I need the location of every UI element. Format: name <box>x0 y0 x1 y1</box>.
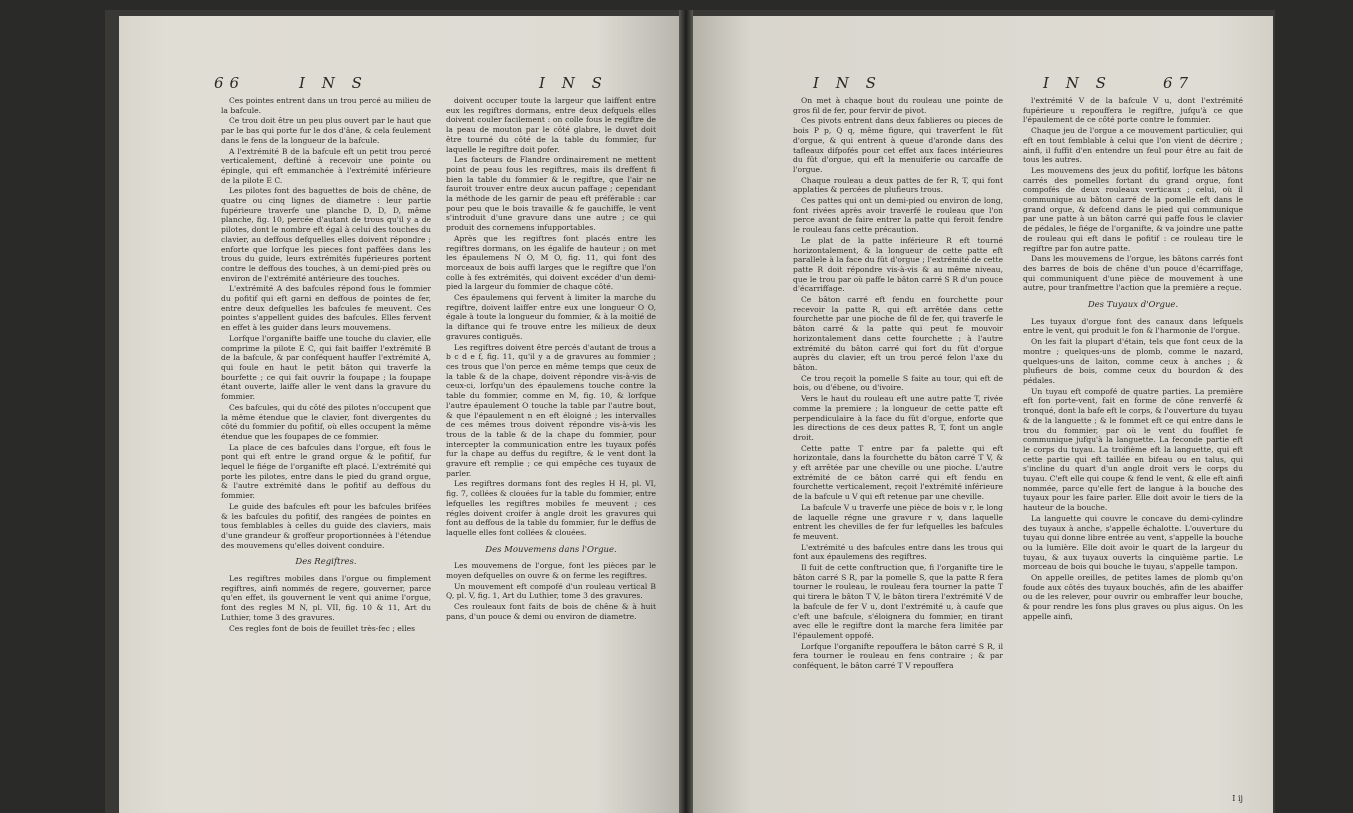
left-running-head: I N S <box>299 74 368 92</box>
paragraph: Ces pointes entrent dans un trou percé au milieu de la bafcule. <box>221 96 431 115</box>
paragraph: Chaque rouleau a deux pattes de fer R, T, qui font applaties & percées de plufieurs trous. <box>793 175 1003 195</box>
signature-mark: I ij <box>1232 794 1243 803</box>
paragraph: La languette qui couvre le concave du demi-cylindre des tuyaux à anche, s'appelle échalotte. L'ouverture du tuyau qui donne libre entrée au vent, s'appelle la bouche ou la lumière. Elle doit avoir le quart de la largeur du tuyau, & aux tuyaux ouverts la cinquième partie. Le morceau de bois qui bouche le tuyau, s'appelle tampon. <box>1023 513 1243 572</box>
section-heading-registres: Des Regiftres. <box>295 557 357 568</box>
paragraph: Un tuyau eft compofé de quatre parties. La première eft fon porte-vent, fait en forme de cône renverfé & tronqué, dont la bafe eft le corps, & l'ouverture du tuyau & de la languette ; & le fommet eft ce qui entre dans le trou du fommier, par où le vent du foufflet fe communique jufqu'à la languette. La feconde partie eft le corps du tuyau. La troifième eft la languette, qui eft cette partie qui eft taillée en bifeau ou en talus, qui s'incline du quart d'un angle droit vers le corps du tuyau. C'eft elle qui coupe & fend le vent, & elle eft ainfi nommée, parce qu'elle fert de langue à la bouche des tuyaux pour les faire parler. Elle doit avoir le tiers de la hauteur de la bouche. <box>1023 386 1243 513</box>
paragraph: Ces épaulemens qui fervent à limiter la marche du regiftre, doivent laiffer entre eux une longueur O O, égale à toute la longueur du fommier, & à la moitié de la diftance qui fe trouve entre les milieux de deux gravures contiguës. <box>446 293 656 341</box>
paragraph: Ces pivots entrent dans deux fablieres ou pieces de bois P p, Q q, même figure, qui traverfent le fût d'orgue, & qui entrent à queue d'aronde dans des tafleaux difpofés pour cet effet aux faces intérieures du fût d'orgue, qui eft la menuiferie ou carcaffe de l'orgue. <box>793 116 1003 174</box>
right-running-head: I N S <box>813 74 882 92</box>
paragraph: Les regiftres doivent être percés d'autant de trous a b c d e f, fig. 11, qu'il y a de gravures au fommier ; ces trous que l'on perce en même temps que ceux de la table & de la chape, doivent répondre vis-à-vis de ceux-ci, lorfqu'un des épaulemens touche contre la table du fommier, comme en M, fig. 10, & lorfque l'autre épaulement O touche la table par l'autre bout, & que l'épaulement n en eft éloigné ; les intervalles de ces mêmes trous doivent répondre vis-à-vis les trous de la table & de la chape du fommier, pour intercepter la communication entre les tuyaux pofés fur la chape au deffus du regiftre, & le vent dont la gravure eft remplie ; ce qui empêche ces tuyaux de parler. <box>446 342 656 478</box>
open-book <box>105 10 1275 813</box>
paragraph: Le guide des bafcules eft pour les bafcules brifées & les bafcules du pofitif, des rangées de pointes en tous femblables à celles du guide des claviers, mais d'une grandeur & groffeur proportionnées à l'étendue des mouvemens qu'elles doivent conduire. <box>221 501 431 550</box>
paragraph: Les facteurs de Flandre ordinairement ne mettent point de peau fous les regiftres, mais ils dreffent fi bien la table du fommier & le regiftre, que l'air ne fauroit trouver entre deux aucun paffage ; cependant la méthode de les garnir de peau eft préférable : car pour peu que le bois travaille & fe gauchiffe, le vent s'introduit d'une gravure dans une autre ; ce qui produit des cornemens infupportables. <box>446 155 656 233</box>
paragraph: Ces pattes qui ont un demi-pied ou environ de long, font rivées après avoir traverfé le rouleau que l'on perce avant de faire entrer la patte qui feroit fendre le rouleau fans cette précaution. <box>793 196 1003 235</box>
paragraph: Un mouvement eft compofé d'un rouleau vertical B Q, pl. V, fig. 1, Art du Luthier, tome 3 des gravures. <box>446 581 656 601</box>
paragraph: L'extrémité u des bafcules entre dans les trous qui font aux épaulemens des regiftres. <box>793 542 1003 562</box>
paragraph: Il fuit de cette conftruction que, fi l'organifte tire le bâton carré S R, par la pomelle S, que la patte R fera tourner le rouleau, le rouleau fera tourner la patte T qui tirera le bâton T V, le bâton tirera l'extrémité V de la bafcule de fer V u, dont l'extrémité u, à caufe que c'eft une bafcule, s'éloignera du fommier, en tirant avec elle le regiftre dont la marche fera limitée par l'épaulement oppofé. <box>793 563 1003 640</box>
paragraph: On les fait la plupart d'étain, tels que font ceux de la montre ; quelques-uns de plomb, comme le nazard, quelques-uns de laiton, comme ceux à anches ; & plufieurs de bois, comme ceux du bourdon & des pédales. <box>1023 337 1243 385</box>
right-column-1 <box>793 96 1003 672</box>
paragraph: Après que les regiftres font placés entre les regiftres dormans, on les égalife de hauteur ; on met les épaulemens N O, M O, fig. 11, qui font des morceaux de bois auffi larges que le regiftre que l'on colle à fes extrémités, qui doivent excéder d'un demi-pied la largeur du fommier de chaque côté. <box>446 233 656 292</box>
left-column-1-after <box>221 574 431 633</box>
right-running-head-2: I N S <box>1043 74 1112 92</box>
paragraph: Ces rouleaux font faits de bois de chêne & à huit pans, d'un pouce & demi ou environ de diametre. <box>446 602 656 621</box>
paragraph: Dans les mouvemens de l'orgue, les bâtons carrés font des barres de bois de chêne d'un pouce d'écarriffage, qui communiquent d'une pièce de mouvement à une autre, pour tranfmettre l'action que la première a reçue. <box>1023 254 1243 293</box>
paragraph: A l'extrémité B de la bafcule eft un petit trou percé verticalement, deftiné à recevoir une pointe ou épingle, qui eft emmanchée à l'extrémité inférieure de la pilote E C. <box>221 146 431 185</box>
paragraph: Les regiftres dormans font des regles H H, pl. VI, fig. 7, collées & clouées fur la table du fommier, entre lefquelles les regiftres mobiles fe meuvent ; ces régles doivent croifer à angle droit les gravures qui font au deffous de la table du fommier, fur le deffus de laquelle elles font collées & clouées. <box>446 479 656 537</box>
left-page <box>119 16 679 813</box>
left-column-1 <box>221 96 431 634</box>
paragraph: L'extrémité A des bafcules répond fous le fommier du pofitif qui eft garni en deffous de pointes de fer, entre deux defquelles les bafcules fe meuvent. Ces pointes s'appellent guides des bafcules. Elles fervent en effet à les guider dans leurs mouvemens. <box>221 284 431 333</box>
left-page-number: 66 <box>214 74 246 92</box>
paragraph: Les mouvemens des jeux du pofitif, lorfque les bâtons carrés des pomelles fortant du grand orgue, font compofés de deux rouleaux verticaux ; celui, où il communique au bâton carré de la pomelle eft dans le grand orgue, & defcend dans le pied qui communique par une patte à un bâton carré qui paffe fous le clavier de pédales, le fiége de l'organifte, & va joindre une patte de rouleau qui eft dans le pofitif : ce rouleau tire le regiftre par fon autre patte. <box>1023 165 1243 253</box>
right-column-2-paragraphs <box>1023 96 1243 293</box>
left-column-1-paragraphs <box>221 96 431 550</box>
paragraph: Les pilotes font des baguettes de bois de chêne, de quatre ou cinq lignes de diametre : leur partie fupérieure traverfe une planche D, D, D, même planche, fig. 10, percée d'autant de trous qu'il y a de pilotes, dont le nombre eft égal à celui des touches du clavier, au deffous defquelles elles doivent répondre ; enforte que lorfque les pieces font paffées dans les trous du guide, leurs extrémités fupérieures portent contre le deffous des touches, à un demi-pied près ou environ de l'extrémité antérieure des touches. <box>221 186 431 283</box>
paragraph: Ces bafcules, qui du côté des pilotes n'occupent que la même étendue que le clavier, font divergentes du côté du fommier du pofitif, où elles occupent la même étendue que les foupapes de ce fommier. <box>221 402 431 441</box>
left-column-2 <box>446 96 656 623</box>
paragraph: Chaque jeu de l'orgue a ce mouvement particulier, qui eft en tout femblable à celui que l'on vient de décrire ; ainfi, il fuffit d'en entendre un feul pour être au fait de tous les autres. <box>1023 126 1243 165</box>
right-page <box>693 16 1273 813</box>
paragraph: Les regiftres mobiles dans l'orgue ou fimplement regiftres, ainfi nommés de regere, gouverner, parce qu'en effet, ils gouvernent le vent qui anime l'orgue, font des regles M N, pl. VII, fig. 10 & 11, Art du Luthier, tome 3 des gravures. <box>221 574 431 622</box>
paragraph: Le plat de la patte inférieure R eft tourné horizontalement, & la longueur de cette patte eft parallele à la face du fût d'orgue ; l'extrémité de cette patte R doit répondre vis-à-vis & au même niveau, que le trou par où paffe le bâton carré S R d'un pouce d'écarriffage. <box>793 235 1003 294</box>
paragraph: Cette patte T entre par fa palette qui eft horizontale, dans la fourchette du bâton carré T V, & y eft arrêtée par une cheville ou une pioche. L'autre extrémité de ce bâton carré qui eft fendu en fourchette verticalement, reçoit l'extrémité inférieure de la bafcule u V qui eft retenue par une cheville. <box>793 443 1003 502</box>
paragraph: On met à chaque bout du rouleau une pointe de gros fil de fer, pour fervir de pivot. <box>793 96 1003 115</box>
section-heading-mouvemens: Des Mouvemens dans l'Orgue. <box>485 544 617 555</box>
left-running-head-2: I N S <box>539 74 608 92</box>
paragraph: doivent occuper toute la largeur que laiffent entre eux les regiftres dormans, entre deux defquels elles doivent couler facilement : on colle fous le regiftre de la peau de mouton par le côté glabre, le duvet doit être tourné du côté de la table du fommier, fur laquelle le regiftre doit pofer. <box>446 96 656 154</box>
paragraph: Les tuyaux d'orgue font des canaux dans lefquels entre le vent, qui produit le fon & l'harmonie de l'orgue. <box>1023 316 1243 336</box>
paragraph: Lorfque l'organifte baiffe une touche du clavier, elle comprime la pilote E C, qui fait baiffer l'extrémité B de la bafcule, & par conféquent hauffer l'extrémité A, qui foule en haut le petit bâton qui traverfe la bourfette ; ce qui fait ouvrir la foupape ; la foupape étant ouverte, laiffe aller le vent dans la gravure du fommier. <box>221 333 431 402</box>
left-column-2-paragraphs <box>446 96 656 538</box>
book-gutter <box>679 10 693 813</box>
right-page-number: 67 <box>1163 74 1195 92</box>
section-heading-tuyaux: Des Tuyaux d'Orgue. <box>1087 300 1179 311</box>
paragraph: La bafcule V u traverfe une pièce de bois v r, le long de laquelle régne une gravure r v, dans laquelle entrent les chevilles de fer fur lefquelles les bafcules fe meuvent. <box>793 502 1003 541</box>
paragraph: l'extrémité V de la bafcule V u, dont l'extrémité fupérieure u repouffera le regiftre, jufqu'à ce que l'épaulement de ce côté porte contre le fommier. <box>1023 96 1243 125</box>
paragraph: Vers le haut du rouleau eft une autre patte T, rivée comme la premiere ; la longueur de cette patte eft perpendiculaire à la face du fût d'orgue, enforte que les directions de ces deux pattes R, T, font un angle droit. <box>793 394 1003 442</box>
right-column-2-after <box>1023 317 1243 622</box>
right-column-2 <box>1023 96 1243 623</box>
paragraph: Ce bâton carré eft fendu en fourchette pour recevoir la patte R, qui eft arrêtée dans cette fourchette par une pioche de fil de fer, qui traverfe le bâton carré & la patte qui peut fe mouvoir horizontalement dans cette fourchette ; à l'autre extrémité du bâton carré qui fort du fût d'orgue auprès du clavier, eft un trou percé felon l'axe du bâton. <box>793 295 1003 372</box>
paragraph: Les mouvemens de l'orgue, font les pièces par le moyen defquelles on ouvre & on ferme les regiftres. <box>446 561 656 581</box>
paragraph: On appelle oreilles, de petites lames de plomb qu'on foude aux côtés des tuyaux bouchés, afin de les abaiffer ou de les relever, pour ouvrir ou embraffer leur bouche, & pour rendre les fons plus graves ou plus aigus. On les appelle ainfi, <box>1023 573 1243 621</box>
paragraph: Ces regles font de bois de feuillet très-fec ; elles <box>229 623 416 633</box>
paragraph: La place de ces bafcules dans l'orgue, eft fous le pont qui eft entre le grand orgue & le pofitif, fur lequel le fiége de l'organifte eft placé. L'extrémité qui porte les pilotes, entre dans le pied du grand orgue, & l'autre extrémité dans le pofitif au deffous du fommier. <box>221 442 431 501</box>
right-column-1-paragraphs <box>793 96 1003 671</box>
paragraph: Lorfque l'organifte repouffera le bâton carré S R, il fera tourner le rouleau en fens contraire ; & par conféquent, le bâton carré T V repouffera <box>793 641 1003 671</box>
paragraph: Ce trou reçoit la pomelle S faite au tour, qui eft de bois, ou d'ébene, ou d'ivoire. <box>793 373 1003 393</box>
left-column-2-after <box>446 561 656 621</box>
paragraph: Ce trou doit être un peu plus ouvert par le haut que par le bas qui porte fur le dos d'âne, & cela feulement dans le fens de la longueur de la bafcule. <box>221 116 431 145</box>
